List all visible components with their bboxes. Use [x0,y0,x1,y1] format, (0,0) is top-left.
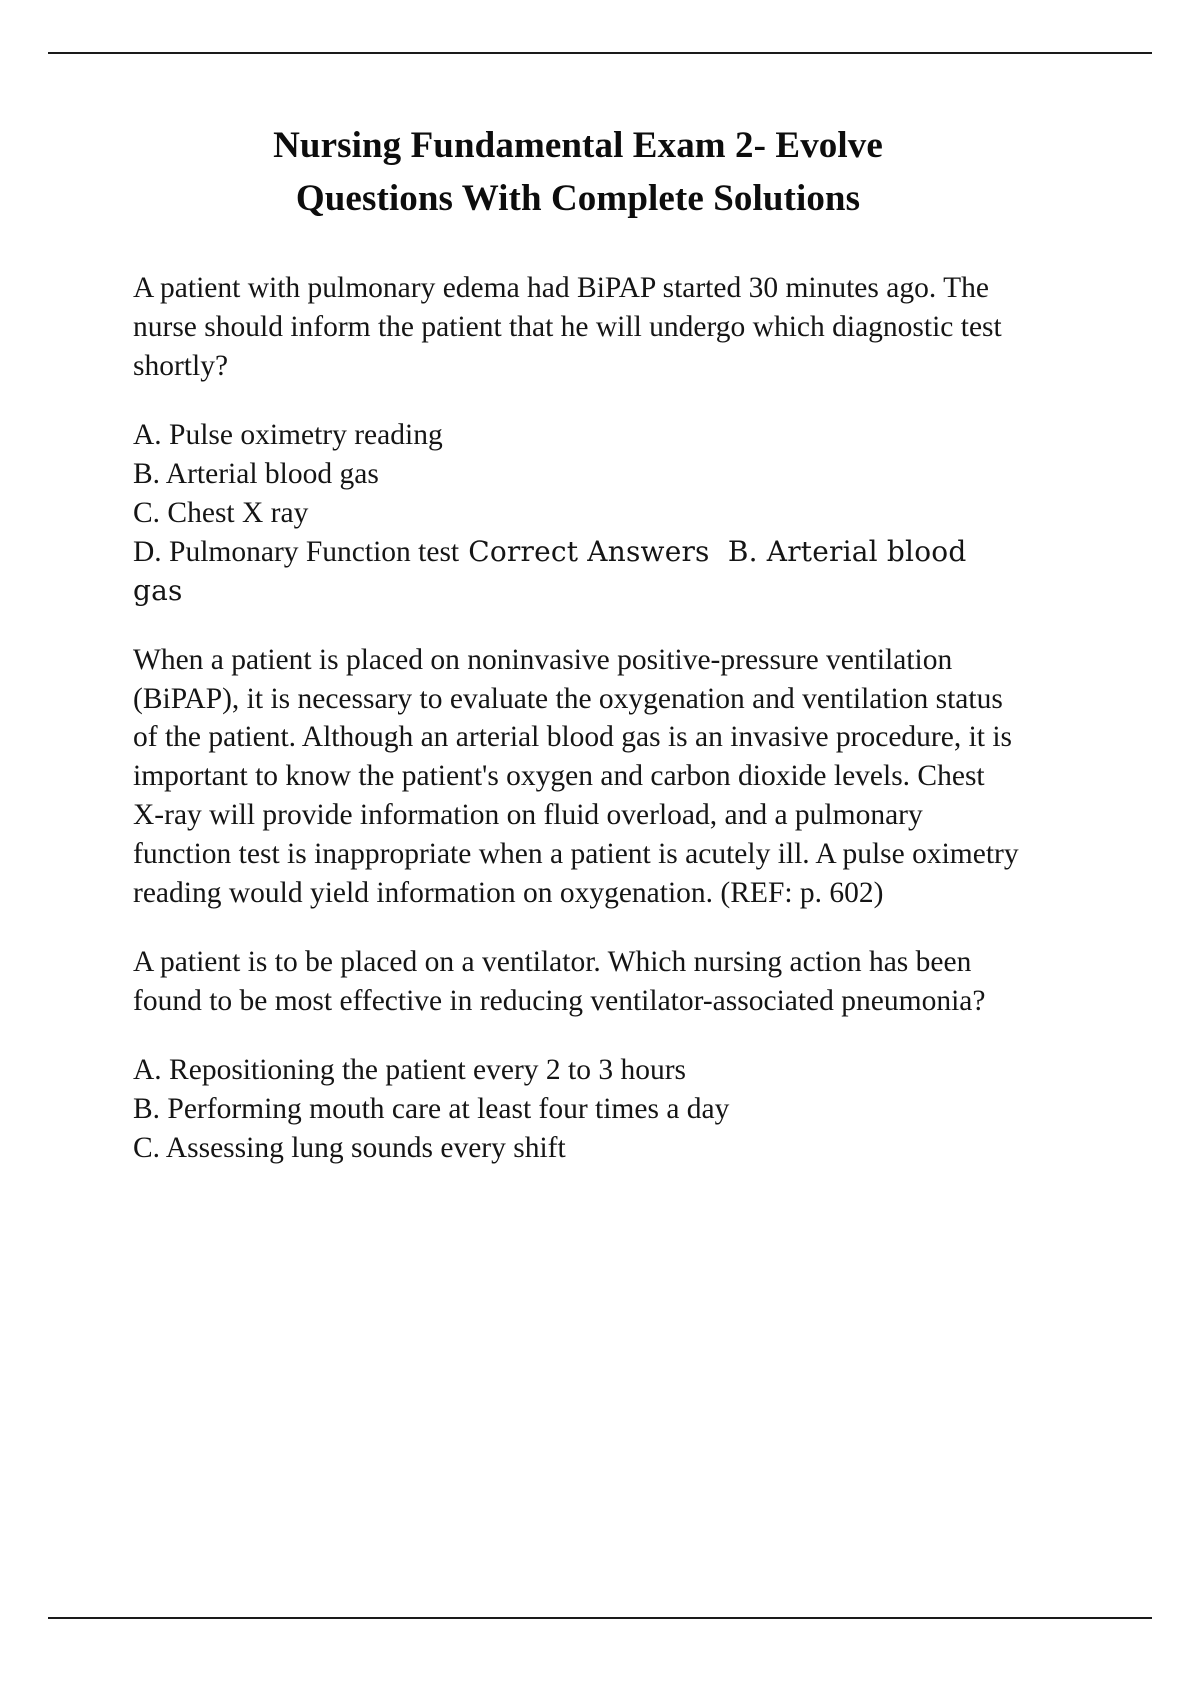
question-2-options [133,1051,1023,1168]
option-c[interactable]: C. Assessing lung sounds every shift [133,1131,566,1164]
correct-answer-label: Correct Answers [468,534,710,568]
option-b[interactable]: B. Performing mouth care at least four times a day [133,1092,730,1125]
page-bottom-rule [48,1617,1152,1619]
page-top-rule [48,52,1152,54]
question-2-stem-block [133,943,1023,1021]
option-b[interactable]: B. Arterial blood gas [133,457,379,490]
page-title-line-2: Questions With Complete Solutions [295,177,861,219]
page-title-line-1: Nursing Fundamental Exam 2- Evolve [273,125,883,166]
option-a[interactable]: A. Pulse oximetry reading [133,418,443,451]
page-content [133,120,1023,1168]
option-a[interactable]: A. Repositioning the patient every 2 to 3 hours [133,1054,687,1086]
question-1-options [133,416,1023,611]
question-stem: A patient with pulmonary edema had BiPAP started 30 minutes ago. The nurse should inform the patient that he will undergo which diagnostic test shortly? [133,272,1002,382]
page-title [133,120,1023,225]
correct-answer-text: B. Arterial blood gas [133,534,967,607]
option-d-with-answer [133,533,1023,611]
question-1-rationale-block [133,641,1023,914]
rationale-text: When a patient is placed on noninvasive positive-pressure ventilation (BiPAP), it is necessary to evaluate the oxygenation and ventilation status of the patient. Although an arterial blood gas is an invasive procedure, it is important to know the patient's oxygen and carbon dioxide levels. Chest X-ray will provide information on fluid overload, and a pulmonary function test is inappropriate when a patient is acutely ill. A pulse oximetry reading would yield information on oxygenation. (REF: p. 602) [133,643,1019,910]
question-1-stem-block [133,269,1023,386]
question-stem: A patient is to be placed on a ventilator. Which nursing action has been found to be most effective in reducing ventilator-associated pneumonia? [133,946,986,1018]
option-d[interactable]: D. Pulmonary Function test [133,535,460,568]
option-c[interactable]: C. Chest X ray [133,496,309,529]
